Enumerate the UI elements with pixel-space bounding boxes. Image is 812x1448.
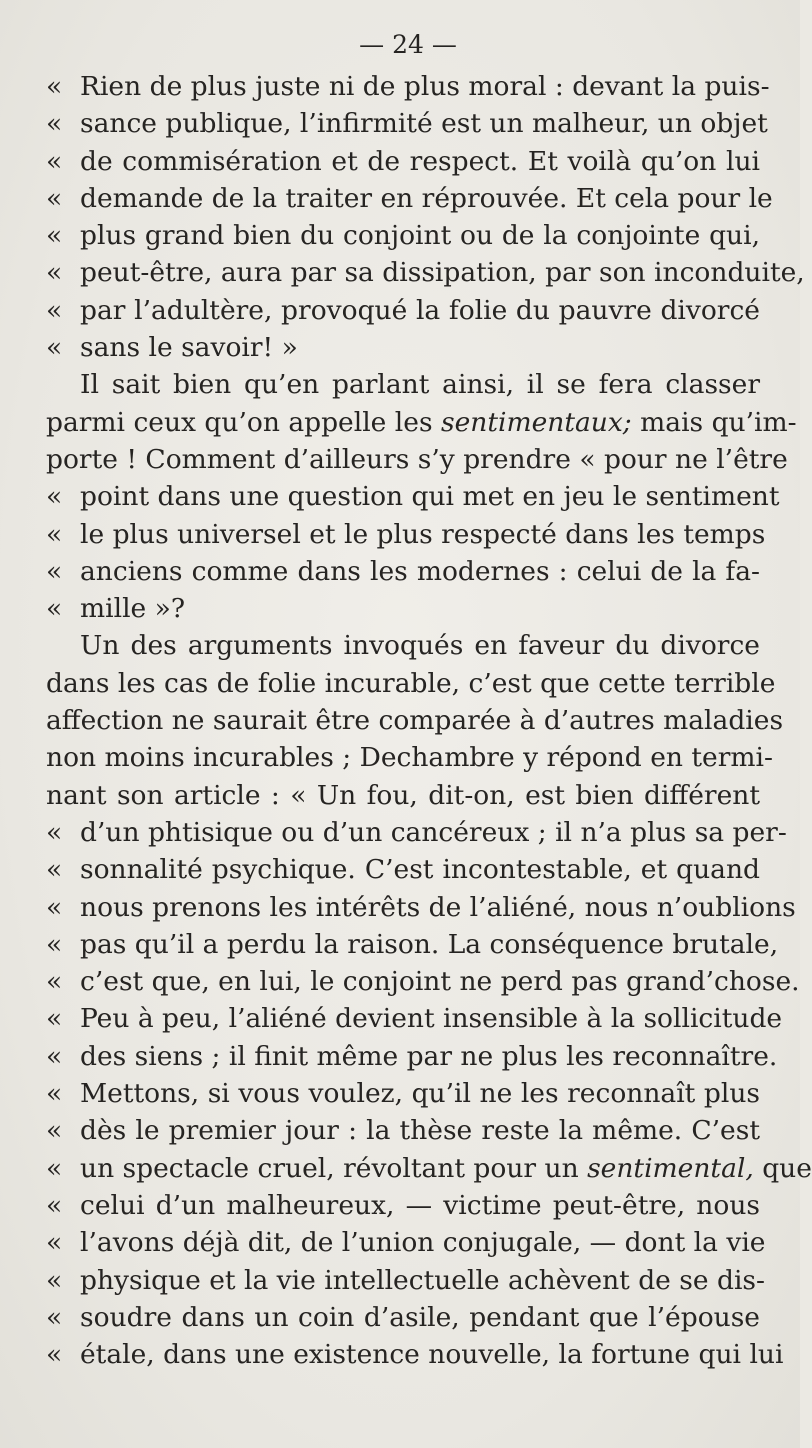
line-text: mille »? <box>80 593 186 625</box>
line-text: nous prenons les intérêts de l’aliéné, nous n’oublions <box>80 891 796 923</box>
line-text: porte ! Comment d’ailleurs s’y prendre « pour ne l’être <box>46 443 788 475</box>
line-text: plus grand bien du conjoint ou de la conjointe qui, <box>80 220 760 252</box>
line-text: peut-être, aura par sa dissipation, par son inconduite, <box>80 257 805 289</box>
line-text: Il sait bien qu’en parlant ainsi, il se fera classer <box>80 369 760 401</box>
text-line <box>46 105 768 142</box>
text-line <box>46 516 766 553</box>
line-text: c’est que, en lui, le conjoint ne perd pas grand’chose. <box>80 966 800 998</box>
text-line <box>46 590 760 627</box>
quote-mark: « <box>46 257 63 289</box>
quote-mark: « <box>46 854 63 886</box>
line-text: affection ne saurait être comparée à d’autres maladies <box>46 705 784 737</box>
line-text: l’avons déjà dit, de l’union conjugale, — dont la vie <box>80 1227 766 1259</box>
text-line <box>46 441 788 478</box>
quote-mark: « <box>46 1078 63 1110</box>
body-text <box>46 68 812 1373</box>
text-line <box>46 217 760 254</box>
text-line <box>46 1112 760 1149</box>
line-text: dans les cas de folie incurable, c’est que cette terrible <box>46 667 776 699</box>
text-line <box>46 665 776 702</box>
line-text: des siens ; il finit même par ne plus les reconnaître. <box>80 1040 778 1072</box>
quote-mark: « <box>46 1003 63 1035</box>
line-text: sans le savoir! » <box>80 332 298 364</box>
line-text: parmi ceux qu’on appelle les <box>46 406 441 438</box>
quote-mark: « <box>46 481 63 513</box>
line-text: étale, dans une existence nouvelle, la fortune qui lui <box>80 1339 784 1371</box>
text-line <box>46 1336 784 1373</box>
quote-mark: « <box>46 518 63 550</box>
line-text: point dans une question qui met en jeu le sentiment <box>80 481 780 513</box>
line-text: par l’adultère, provoqué la folie du pauvre divorcé <box>80 294 760 326</box>
text-line <box>46 1075 760 1112</box>
line-text: soudre dans un coin d’asile, pendant que l’épouse <box>80 1301 760 1333</box>
quote-mark: « <box>46 1264 63 1296</box>
line-text: Peu à peu, l’aliéné devient insensible à la sollicitude <box>80 1003 783 1035</box>
text-line <box>46 926 779 963</box>
quote-mark: « <box>46 1040 63 1072</box>
page-number: — 24 — <box>359 30 457 59</box>
line-text: nant son article : « Un fou, dit-on, est bien différent <box>46 779 760 811</box>
text-line <box>46 1224 766 1261</box>
line-text: mais qu’im- <box>631 406 797 438</box>
line-text: celui d’un malheureux, — victime peut-être, nous <box>80 1189 760 1221</box>
line-text: de commisération et de respect. Et voilà qu’on lui <box>80 145 760 177</box>
quote-mark: « <box>46 332 63 364</box>
quote-mark: « <box>46 555 63 587</box>
text-line <box>46 1038 778 1075</box>
quote-mark: « <box>46 1227 63 1259</box>
line-text: Rien de plus juste ni de plus moral : devant la puis- <box>80 71 770 102</box>
quote-mark: « <box>46 1339 63 1371</box>
quote-mark: « <box>46 220 63 252</box>
text-line <box>46 627 760 664</box>
quote-mark: « <box>46 928 63 960</box>
italic-text: sentimental, <box>587 1152 754 1184</box>
line-text: que <box>753 1152 812 1184</box>
text-line <box>46 478 780 515</box>
text-line <box>46 1262 765 1299</box>
line-text: d’un phtisique ou d’un cancéreux ; il n’a plus sa per- <box>80 816 787 848</box>
text-line <box>46 180 773 217</box>
text-line <box>46 739 773 776</box>
quote-mark: « <box>46 1152 63 1184</box>
italic-text: sentimentaux; <box>440 406 632 438</box>
text-line <box>46 889 796 926</box>
text-line <box>46 814 787 851</box>
quote-mark: « <box>46 182 63 214</box>
text-line <box>46 1187 760 1224</box>
line-text: non moins incurables ; Dechambre y répond en termi- <box>46 742 773 774</box>
line-text: sonnalité psychique. C’est incontestable, et quand <box>80 854 760 886</box>
quote-mark: « <box>46 1189 63 1221</box>
quote-mark: « <box>46 816 63 848</box>
line-text: demande de la traiter en réprouvée. Et cela pour le <box>80 182 773 214</box>
line-text: dès le premier jour : la thèse reste la même. C’est <box>80 1115 760 1147</box>
line-text: pas qu’il a perdu la raison. La conséquence brutale, <box>80 928 779 960</box>
text-line <box>46 404 797 441</box>
quote-mark: « <box>46 71 63 102</box>
text-line <box>46 1000 783 1037</box>
line-text: sance publique, l’infirmité est un malheur, un objet <box>80 108 768 140</box>
text-line <box>46 68 770 105</box>
text-line <box>46 366 760 403</box>
text-line <box>46 292 760 329</box>
text-line <box>46 963 800 1000</box>
quote-mark: « <box>46 294 63 326</box>
quote-mark: « <box>46 966 63 998</box>
text-line <box>46 254 805 291</box>
quote-mark: « <box>46 1115 63 1147</box>
line-text: Mettons, si vous voulez, qu’il ne les reconnaît plus <box>80 1078 760 1110</box>
text-line <box>46 553 760 590</box>
line-text: Un des arguments invoqués en faveur du divorce <box>80 630 760 662</box>
line-text: le plus universel et le plus respecté dans les temps <box>80 518 766 550</box>
line-text: un spectacle cruel, révoltant pour un <box>80 1152 588 1184</box>
text-line <box>46 143 760 180</box>
quote-mark: « <box>46 145 63 177</box>
text-line <box>46 329 760 366</box>
line-text: physique et la vie intellectuelle achèvent de se dis- <box>80 1264 765 1296</box>
quote-mark: « <box>46 1301 63 1333</box>
text-line <box>46 702 784 739</box>
line-text: anciens comme dans les modernes : celui de la fa- <box>80 555 760 587</box>
quote-mark: « <box>46 891 63 923</box>
quote-mark: « <box>46 593 63 625</box>
text-line <box>46 1299 760 1336</box>
text-line <box>46 1150 812 1187</box>
text-line <box>46 851 760 888</box>
text-line <box>46 777 760 814</box>
quote-mark: « <box>46 108 63 140</box>
